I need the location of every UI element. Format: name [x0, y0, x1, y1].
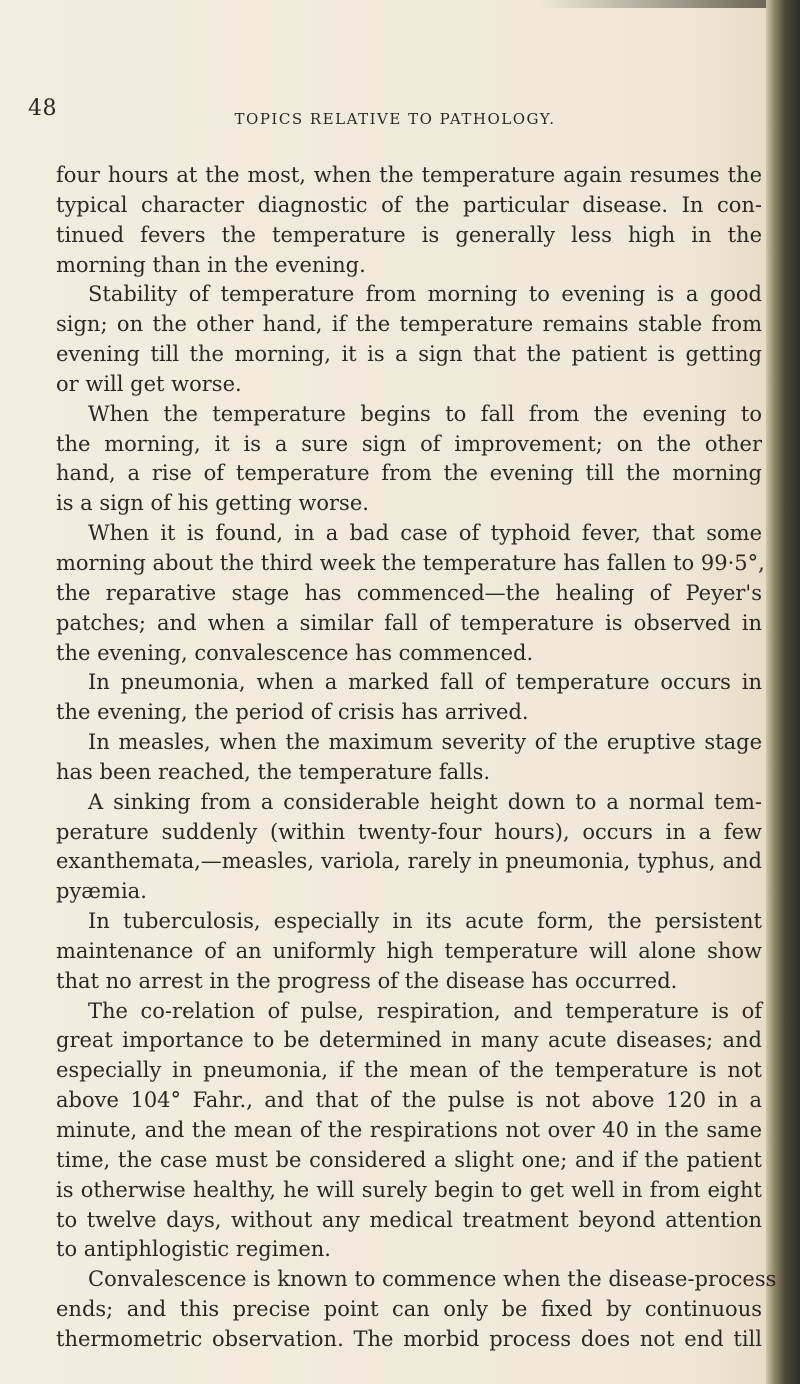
text-line: morning than in the evening. [56, 252, 366, 277]
text-line: or will get worse. [56, 371, 242, 396]
text-line: evening till the morning, it is a sign that the patient is getting [56, 342, 762, 367]
text-line: When it is found, in a bad case of typhoid fever, that some [88, 521, 762, 546]
text-line: perature suddenly (within twenty-four hours), occurs in a few [56, 819, 762, 844]
text-line: is otherwise healthy, he will surely begin to get well in from eight [56, 1177, 762, 1202]
text-line: A sinking from a considerable height down to a normal tem- [88, 789, 762, 814]
text-line: When the temperature begins to fall from the evening to [88, 401, 762, 426]
text-line: tinued fevers the temperature is generally less high in the [56, 222, 762, 247]
text-line: four hours at the most, when the temperature again resumes the [56, 163, 762, 187]
text-line: thermometric observation. The morbid process does not end till [56, 1326, 762, 1351]
text-line: sign; on the other hand, if the temperature remains stable from [56, 312, 762, 337]
book-binding-edge [766, 0, 800, 1384]
text-line: the evening, convalescence has commenced. [56, 640, 534, 665]
text-line: In tuberculosis, especially in its acute form, the persistent [88, 909, 762, 934]
text-line: above 104° Fahr., and that of the pulse is not above 120 in a [56, 1088, 762, 1113]
running-head: TOPICS RELATIVE TO PATHOLOGY. [234, 110, 556, 128]
text-line: exanthemata,—measles, variola, rarely in pneumonia, typhus, and [56, 849, 762, 874]
text-line: patches; and when a similar fall of temperature is observed in [56, 610, 762, 635]
text-line: great importance to be determined in many acute diseases; and [56, 1028, 762, 1053]
text-line: the reparative stage has commenced—the healing of Peyer's [56, 580, 762, 605]
text-line: hand, a rise of temperature from the evening till the morning [56, 461, 762, 486]
text-line: The co-relation of pulse, respiration, and temperature is of [88, 998, 762, 1023]
text-line: typical character diagnostic of the particular disease. In con- [56, 192, 762, 217]
text-line: pyæmia. [56, 879, 147, 904]
text-line: In measles, when the maximum severity of the eruptive stage [88, 730, 762, 755]
text-line: In pneumonia, when a marked fall of temperature occurs in [88, 670, 762, 695]
text-line: Convalescence is known to commence when the disease-process [88, 1267, 777, 1292]
text-line: morning about the third week the temperature has fallen to 99·5°, [56, 550, 765, 575]
text-line: minute, and the mean of the respirations not over 40 in the same [56, 1118, 762, 1142]
text-line: especially in pneumonia, if the mean of the temperature is not [56, 1058, 762, 1083]
text-line: that no arrest in the progress of the disease has occurred. [56, 968, 678, 993]
text-line: to antiphlogistic regimen. [56, 1237, 331, 1262]
text-line: has been reached, the temperature falls. [56, 759, 491, 784]
body-text [56, 161, 777, 1355]
text-line: Stability of temperature from morning to evening is a good [88, 282, 762, 307]
text-line: the evening, the period of crisis has arrived. [56, 700, 529, 725]
text-line: is a sign of his getting worse. [56, 491, 369, 516]
text-line: time, the case must be considered a slight one; and if the patient [56, 1147, 762, 1172]
page-number: 48 [28, 96, 57, 121]
text-line: the morning, it is a sure sign of improvement; on the other [56, 431, 762, 456]
page-edge-shadow [540, 0, 800, 8]
text-line: maintenance of an uniformly high temperature will alone show [56, 938, 762, 963]
text-line: to twelve days, without any medical treatment beyond attention [56, 1207, 762, 1232]
text-line: ends; and this precise point can only be fixed by continuous [56, 1297, 762, 1322]
